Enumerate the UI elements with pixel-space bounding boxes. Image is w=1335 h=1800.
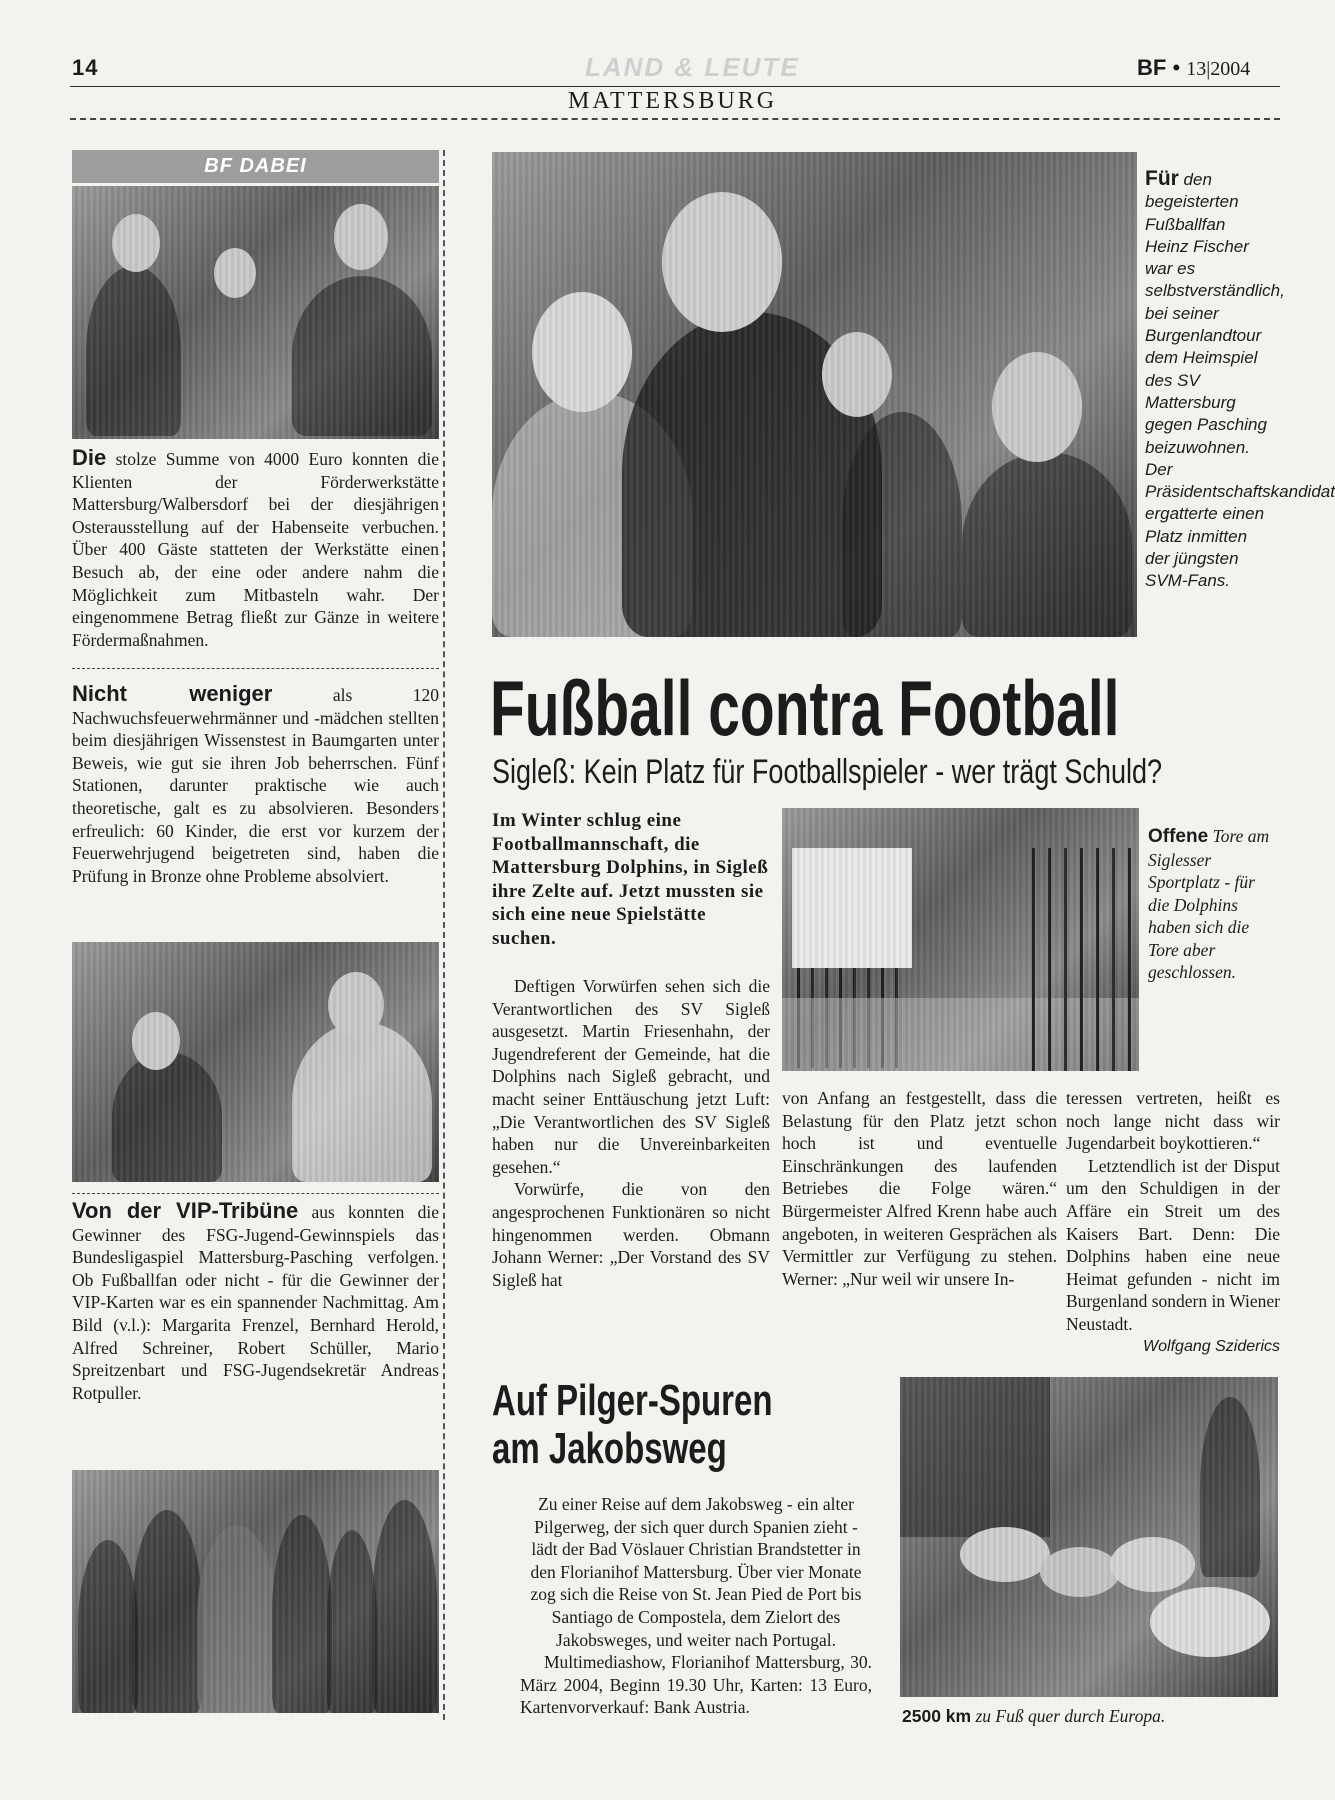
photo-figure bbox=[292, 1022, 432, 1182]
sidebar-body-werkstaette: stolze Summe von 4000 Euro konnten die Klienten der Förderwerkstätte Mattersburg/Walbersdorf bei der diesjährigen Osterausstellung auf der Habenseite verbuchen. Über 400 Gäste statteten der Werkstätte einen Besuch ab, der eine oder andere nahm die Möglichkeit zum Mitbasteln wahr. Der eingenommene Betrag fließt zur Gänze in weitere Fördermaßnahmen. bbox=[72, 449, 439, 650]
photo-face bbox=[328, 972, 384, 1038]
photo-figure bbox=[962, 452, 1132, 637]
article-col-1 bbox=[492, 975, 770, 1291]
photo-jakobsweg-sheep bbox=[900, 1377, 1278, 1697]
photo-vip-tribuene bbox=[72, 942, 439, 1182]
bullet-separator: • bbox=[1172, 55, 1181, 80]
region-title: MATTERSBURG bbox=[568, 88, 778, 114]
page-number: 14 bbox=[72, 55, 99, 80]
photo-face bbox=[334, 204, 388, 270]
sidebar-text-feuerwehr bbox=[72, 683, 439, 887]
photo-sheep bbox=[960, 1527, 1050, 1582]
photo-figure bbox=[112, 1052, 222, 1182]
photo-face bbox=[112, 214, 160, 272]
article-col-2 bbox=[782, 1087, 1057, 1290]
photo-face bbox=[132, 1012, 180, 1070]
photo-figure bbox=[132, 1510, 202, 1713]
photo-figure bbox=[622, 312, 882, 637]
sidebar-lead-feuerwehr: Nicht weniger bbox=[72, 681, 273, 706]
photo-sportplatz-tore bbox=[782, 808, 1139, 1071]
article-intro: Im Winter schlug eine Footballmannschaft, die Mattersburg Dolphins, in Sigleß ihre Zelte auf. Jetzt mussten sie sich eine neue Spielstätte suchen. bbox=[492, 810, 769, 949]
issue-number: 13|2004 bbox=[1186, 58, 1251, 80]
sidebar-badge bbox=[72, 150, 439, 183]
photo-wall bbox=[900, 1377, 1050, 1537]
photo-gate bbox=[797, 968, 907, 1068]
photo-figure bbox=[327, 1530, 377, 1713]
jakobsweg-body bbox=[520, 1493, 872, 1719]
photo-caption-fischer-lead: Für bbox=[1145, 167, 1179, 190]
headline-jakobsweg-text: Auf Pilger-Spuren am Jakobsweg bbox=[492, 1376, 773, 1473]
photo-figure bbox=[86, 266, 181, 436]
article-col-2-para: von Anfang an festgestellt, dass die Belastung für den Platz jetzt schon hoch ist und eventuelle Einschränkungen des laufenden Betriebes die Folge wären.“ Bürgermeister Alfred Krenn habe auch angeboten, in weiteren Gesprächen als Vermittler zur Verfügung zu stehen. Werner: „Nur weil wir unsere In- bbox=[782, 1088, 1057, 1289]
photo-figure bbox=[78, 1540, 138, 1713]
photo-figure bbox=[197, 1525, 277, 1713]
sidebar-body-vip: aus konnten die Gewinner des FSG-Jugend-Gewinnspiels das Bundesligaspiel Mattersburg-Pasching verfolgen. Ob Fußballfan oder nicht - für die Gewinner der VIP-Karten war es ein spannender Nachmittag. Am Bild (v.l.): Margarita Frenzel, Bernhard Herold, Alfred Schreiner, Robert Schüller, Mario Spreitzenbart und FSG-Jugendsekretär Andreas Rotpuller. bbox=[72, 1202, 439, 1403]
photo-figure bbox=[842, 412, 962, 637]
paper-logo bbox=[1137, 55, 1250, 81]
sidebar-lead-vip: Von der VIP-Tribüne bbox=[72, 1198, 299, 1223]
photo-gate bbox=[1032, 848, 1139, 1071]
article-col-3 bbox=[1066, 1087, 1280, 1358]
photo-face bbox=[214, 248, 256, 298]
photo-sheep bbox=[1110, 1537, 1195, 1592]
photo-caption-sportplatz-text: Tore am Siglesser Sportplatz - für die Dolphins haben sich die Tore aber geschlossen. bbox=[1148, 826, 1270, 982]
sidebar-right-border bbox=[443, 150, 445, 1720]
sidebar-item-werkstaette bbox=[72, 447, 439, 651]
photo-face bbox=[532, 292, 632, 412]
sidebar-badge-label: BF DABEI bbox=[204, 155, 307, 177]
article-col-3-para-2: Letztendlich ist der Disput um den Schuldigen in der Affäre ein Streit um des Kaisers Bart. Denn: Die Dolphins haben eine neue Heimat gefunden - nicht im Burgenland sondern in Wiener Neustadt. bbox=[1066, 1155, 1280, 1334]
photo-caption-jakobsweg-text: zu Fuß quer durch Europa. bbox=[971, 1706, 1166, 1726]
header-rule bbox=[70, 86, 1280, 87]
jakobsweg-text: Zu einer Reise auf dem Jakobsweg - ein alter Pilgerweg, der sich quer durch Spanien zieht - lädt der Bad Vöslauer Christian Brandstetter in den Florianihof Mattersburg. Über vier Monate zog sich die Reise von St. Jean Pied de Port bis Santiago de Compostela, dem Zielort des Jakobsweges, und weiter nach Portugal. bbox=[530, 1494, 862, 1650]
photo-sheep bbox=[1150, 1587, 1270, 1657]
photo-caption-jakobsweg bbox=[902, 1705, 1278, 1727]
article-col-1-para-2: Vorwürfe, die von den angesprochenen Funktionären so nicht hingenommen werden. Obmann Johann Werner: „Der Vorstand des SV Sigleß hat bbox=[492, 1179, 770, 1290]
article-col-1-para-1: Deftigen Vorwürfen sehen sich die Verantwortlichen des SV Sigleß ausgesetzt. Martin Friesenhahn, der Jugendreferent der Gemeinde, hat die Dolphins nach Sigleß gebracht, und macht seiner Enttäuschung jetzt Luft: „Die Verantwortlichen des SV Sigleß haben nur die Unvereinbarkeiten gesehen.“ bbox=[492, 976, 770, 1177]
sidebar-divider bbox=[72, 1193, 439, 1194]
photo-caption-sportplatz-lead: Offene bbox=[1148, 826, 1209, 847]
sidebar-text-werkstaette bbox=[72, 447, 439, 651]
sidebar-divider bbox=[72, 668, 439, 669]
subheadline-text: Sigleß: Kein Platz für Footballspieler - wer trägt Schuld? bbox=[492, 753, 1163, 791]
photo-fsg-group bbox=[72, 1470, 439, 1713]
photo-building bbox=[792, 848, 912, 968]
paper-logo-text: BF bbox=[1137, 55, 1167, 80]
headline-jakobsweg bbox=[492, 1377, 792, 1477]
photo-ground bbox=[782, 998, 1139, 1071]
article-col-3-para-1: teressen vertreten, heißt es noch lange nicht dass wir Jugendarbeit boykottieren.“ bbox=[1066, 1088, 1280, 1154]
photo-fischer-fans bbox=[492, 152, 1137, 637]
photo-caption-jakobsweg-lead: 2500 km bbox=[902, 1706, 972, 1726]
sidebar-item-vip bbox=[72, 1200, 439, 1404]
photo-figure bbox=[372, 1500, 437, 1713]
sidebar-body-feuerwehr: als 120 Nachwuchsfeuerwehrmänner und -mädchen stellten beim diesjährigen Wissenstest in Baumgarten unter Beweis, wie gut sie ihren Job beherrschen. Fünf Stationen, darunter praktische wie auch theoretische, galt es zu absolvieren. Besonders erfreulich: 60 Kinder, die erst vor kurzem der Feuerwehrjugend beigetreten sind, haben die Prüfung in Bronze ohne Probleme absolviert. bbox=[72, 685, 439, 886]
photo-face bbox=[662, 192, 782, 332]
sidebar-item-feuerwehr bbox=[72, 683, 439, 887]
sidebar-text-vip bbox=[72, 1200, 439, 1404]
photo-figure bbox=[492, 392, 692, 637]
sidebar-lead-werkstaette: Die bbox=[72, 445, 107, 470]
photo-caption-sportplatz bbox=[1148, 825, 1274, 984]
photo-face bbox=[992, 352, 1082, 462]
photo-figure bbox=[292, 276, 432, 436]
photo-caption-fischer-text: den begeisterten Fußballfan Heinz Fischer war es selbstverständlich, bei seiner Burgenlandtour dem Heimspiel des SV Mattersburg gegen Pasching beizuwohnen. Der Präsidentschaftskandidat ergatterte einen Platz inmitten der jüngsten SVM-Fans. bbox=[1145, 170, 1335, 591]
photo-caption-fischer bbox=[1145, 167, 1335, 593]
photo-sheep bbox=[1040, 1547, 1120, 1597]
photo-figure bbox=[1200, 1397, 1260, 1577]
header-dashed-rule bbox=[70, 118, 1280, 120]
article-author: Wolfgang Sziderics bbox=[1143, 1337, 1280, 1355]
headline-fussball-contra-football bbox=[490, 664, 1280, 754]
headline-text: Fußball contra Football bbox=[490, 664, 1120, 752]
jakobsweg-event: Multimediashow, Florianihof Mattersburg, 30. März 2004, Beginn 19.30 Uhr, Karten: 13 Euro, Kartenvorverkauf: Bank Austria. bbox=[520, 1652, 872, 1718]
section-title: LAND & LEUTE bbox=[585, 52, 800, 82]
photo-face bbox=[822, 332, 892, 417]
photo-figure bbox=[272, 1515, 332, 1713]
subheadline bbox=[492, 752, 1282, 792]
photo-werkstaette bbox=[72, 186, 439, 439]
